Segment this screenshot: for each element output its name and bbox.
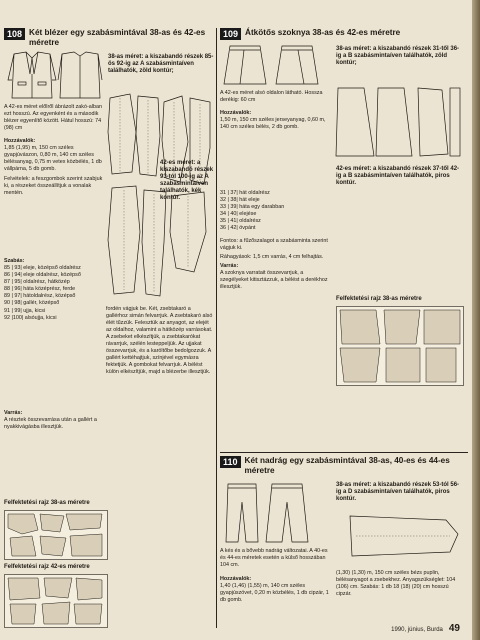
list-item: 91 | 99| ujja, kicsi <box>4 307 46 314</box>
blazer-illustration <box>4 50 104 102</box>
list-item: 34 | 40| elejése <box>220 211 257 218</box>
layout-diagram-42 <box>4 574 108 628</box>
trousers-pattern-pieces <box>346 512 464 562</box>
list-item: 85 | 93| eleje, középső oldalrész <box>4 265 81 271</box>
skirt-size-42-label: 42-es méret: a kiszabandó részek 37-től 42-ig a B szabásmintaíven találhatók, piros kontúr. <box>336 166 460 186</box>
sewing-text: A szoknya varratait összevarrjuk, a szegélyeket kitisztázzuk, a bélést a derékhoz illesztjük. <box>220 270 328 290</box>
sewing-text: A résztek összevarrása után a gallért a nyakkivágásba illesztjük. <box>4 417 97 430</box>
ingredients-title: Hozzávalók: <box>4 138 36 144</box>
section-110-rule <box>220 452 468 453</box>
list-item: 33 | 39| háta egy darabban <box>220 204 285 211</box>
trousers-intro: A kés és a bővebb nadrág változatai. A 40-es és 44-es méretek esetén a külső hosszában 104 cm. <box>220 548 328 568</box>
page-edge-shadow <box>472 0 480 640</box>
layout-diagram-38 <box>4 510 108 560</box>
section-number: 108 <box>4 28 25 40</box>
section-109-header <box>220 28 470 40</box>
sewing-title: Varrás: <box>220 263 239 269</box>
layout-caption-42: Felfektetési rajz 42-es méretre <box>4 564 90 570</box>
section-110-header <box>220 456 468 475</box>
trousers-ingredients <box>220 576 330 604</box>
list-item: 88 | 96| háta középrész, ferde <box>4 286 76 293</box>
list-item: 87 | 95| oldalrész, hátközép <box>4 279 70 286</box>
page-number: 49 <box>448 623 460 634</box>
allowance-text: Ráhagyások: 1,5 cm varrás, 4 cm felhajtás. <box>220 254 324 260</box>
size-42-label: 42-es méret: a kiszabandó részek 93-tól 100-ig az A szabásmintaíven találhatók, kék kontúr. <box>160 160 214 201</box>
skirt-layout-diagram <box>336 306 464 386</box>
trousers-right-text: (1,30) (1,30) m, 150 cm széles bézs puplin, bélésanyagot a zsebekhez. Anyagszükséglet: 104 (106) cm. Szabás: 1 db 18 (18) (20) cm hosszú cipzár. <box>336 570 456 597</box>
ingredients-title: Hozzávalók: <box>220 576 252 582</box>
ingredients-text: 1,50 m, 150 cm széles jerseyanyag, 0,60 m, 140 cm széles bélés, 2 db gomb. <box>220 117 326 130</box>
section-number: 109 <box>220 28 241 40</box>
section-title: Két nadrág egy szabásmintával 38-as, 40-es és 44-es méretre <box>244 456 450 475</box>
list-item: 36 | 42| övpánt <box>220 225 256 232</box>
skirt-notes <box>220 238 330 291</box>
section-title: Átkötős szoknya 38-as és 42-es méretre <box>245 28 401 37</box>
important-text: Fontos: a fűzőszalagot a szabásminta szerint vágjuk ki. <box>220 238 328 251</box>
trousers-size-label: 38-as méret: a kiszabandó részek 53-tól 56-ig a D szabásmintaíven találhatók, piros kontúr. <box>336 482 460 502</box>
list-item: 90 | 98| gallér, középső <box>4 300 60 307</box>
cutting-list <box>4 265 104 322</box>
cutting-block <box>4 258 104 322</box>
ingredients-text: 1,85 (1,95) m, 150 cm széles gyapjúvászon, 0,80 m, 140 cm széles bélésanyag, 0,75 m vetex közbélés, 1 db vállpárna, 5 db gomb. <box>4 145 102 172</box>
skirt-ingredients <box>220 110 330 131</box>
list-item: 86 | 94| eleje oldalrész, középső <box>4 272 81 279</box>
sewing-block <box>4 410 104 431</box>
section-number: 110 <box>220 456 241 468</box>
skirt-parts-list <box>220 190 330 233</box>
ingredients-block <box>4 138 104 197</box>
page-footer <box>391 623 460 634</box>
skirt-layout-caption: Felfektetési rajz 38-as méretre <box>336 296 422 302</box>
list-item: 89 | 97| hátoldalrész, középső <box>4 293 76 300</box>
column-divider <box>216 28 217 628</box>
cutting-title: Szabás: <box>4 258 25 264</box>
preparation-text: Felvételek: a feszgombok szerint szabjuk ki, a részeket összeállítjuk a vonalak mentén. <box>4 176 103 196</box>
skirt-pattern-pieces <box>334 84 464 160</box>
list-item: 35 | 41| oldalrész <box>220 218 261 225</box>
ingredients-title: Hozzávalók: <box>220 110 252 116</box>
section-title: Két blézer egy szabásmintával 38-as és 42-es méretre <box>29 28 206 47</box>
sewing-title: Varrás: <box>4 410 23 416</box>
trousers-illustration <box>222 482 312 544</box>
issue-label: 1990, június, Burda <box>391 627 443 633</box>
intro-text: A 42-es méret előlről ábrázolt zakó-alban ezt hosszú. Az egyenként és a második blézer egyenlítő között. Hátul hosszú: 74 (98) cm <box>4 104 102 131</box>
skirt-size-38-label: 38-as méret: a kiszabandó részek 31-től 36-ig a B szabásmintaíven találhatók, zöld kontúr; <box>336 46 460 66</box>
skirt-illustration <box>220 44 330 88</box>
layout-caption-38: Felfektetési rajz 38-as méretre <box>4 500 90 506</box>
skirt-intro: A 42-es méret alsó oldalon látható. Hossza derékig: 60 cm <box>220 90 323 103</box>
list-item: 92 |100| alsóujja, kicsi <box>4 314 57 321</box>
list-item: 31 | 37| hát oldalrész <box>220 190 270 196</box>
ingredients-text: 1,40 (1,46) (1,55) m, 140 cm széles gyapjúszövet, 0,20 m közbélés, 1 db cipzár, 1 db gomb. <box>220 583 329 603</box>
size-38-label: 38-as méret: a kiszabandó részek 85-ös 92-ig az A szabásmintaíven találhatók, zöld kontúr; <box>108 54 214 74</box>
list-item: 32 | 38| hát eleje <box>220 197 260 204</box>
section-108-header <box>4 28 214 47</box>
middle-body-text: fordén vágjuk be. Két, zsebtakaró a gallérhoz simán felvarrjuk. A zsebtakaró alsó élét tűzzük. Felesztük az anyagot, az elejét az oldalhoz, valamint a hátközép varrásokat. A zsebeket elkészítjük, a zsebtakarókat rávarrjuk, szélén lesteppeljük. Az ujjakat összevarrjuk, és a karöltőbe bedolgozzuk. A gallért kettéhajtjuk, színjével egymásra fektetjük. A gombokat felvarrjuk. A bélést külön elkészítjük, majd a blézerbe illesztjük. <box>106 306 213 375</box>
